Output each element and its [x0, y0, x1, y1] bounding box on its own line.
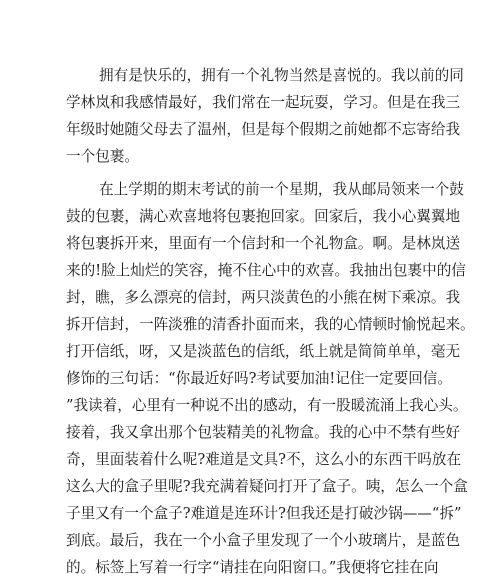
paragraph-line: 来的!脸上灿烂的笑容，掩不住心中的欢喜。我抽出包裹中的信 — [66, 262, 466, 279]
paragraph-line: 打开信纸，呀，又是淡蓝色的信纸，纸上就是简简单单，毫无 — [66, 343, 461, 360]
paragraph-2 — [66, 176, 475, 581]
paragraph-line: 这么大的盒子里呢?我充满着疑问打开了盒子。咦，怎么一个盒 — [66, 478, 468, 495]
paragraph-line: 一个包裹。 — [66, 148, 139, 165]
paragraph-line: 封，瞧，多么漂亮的信封，两只淡黄色的小熊在树下乘凉。我 — [66, 289, 461, 306]
paragraph-line: 接着，我又拿出那个包装精美的礼物盒。我的心中不禁有些好 — [66, 424, 461, 441]
paragraph-line: 学林岚和我感情最好，我们常在一起玩耍，学习。但是在我三 — [66, 94, 461, 111]
paragraph-line: ”我读着，心里有一种说不出的感动，有一股暖流涌上我心头。 — [66, 397, 468, 414]
paragraph-line: 奇，里面装着什么呢?难道是文具?不，这么小的东西干吗放在 — [66, 451, 462, 468]
paragraph-line: 拆开信封，一阵淡雅的清香扑面而来，我的心情顿时愉悦起来。 — [66, 316, 475, 333]
paragraph-line: 将包裹拆开来，里面有一个信封和一个礼物盒。啊。是林岚送 — [66, 235, 461, 252]
paragraph-line: 拥有是快乐的，拥有一个礼物当然是喜悦的。我以前的同 — [99, 67, 464, 84]
paragraph-line: 鼓的包裹，满心欢喜地将包裹抱回家。回家后，我小心翼翼地 — [66, 208, 461, 225]
paragraph-line: 修饰的三句话：“你最近好吗?考试要加油!记住一定要回信。 — [66, 370, 452, 387]
paragraph-line: 在上学期的期末考试的前一个星期，我从邮局领来一个鼓 — [99, 181, 464, 198]
paragraph-line: 子里又有一个盒子?难道是连环计?但我还是打破沙锅——“拆” — [66, 505, 462, 522]
paragraph-1 — [66, 62, 464, 170]
paragraph-line: 年级时她随父母去了温州，但是每个假期之前她都不忘寄给我 — [66, 121, 461, 138]
paragraph-line: 的。标签上写着一行字“请挂在向阳窗口。”我便将它挂在向 — [66, 559, 439, 576]
paragraph-line: 到底。最后，我在一个小盒子里发现了一个小玻璃片，是蓝色 — [66, 532, 461, 549]
